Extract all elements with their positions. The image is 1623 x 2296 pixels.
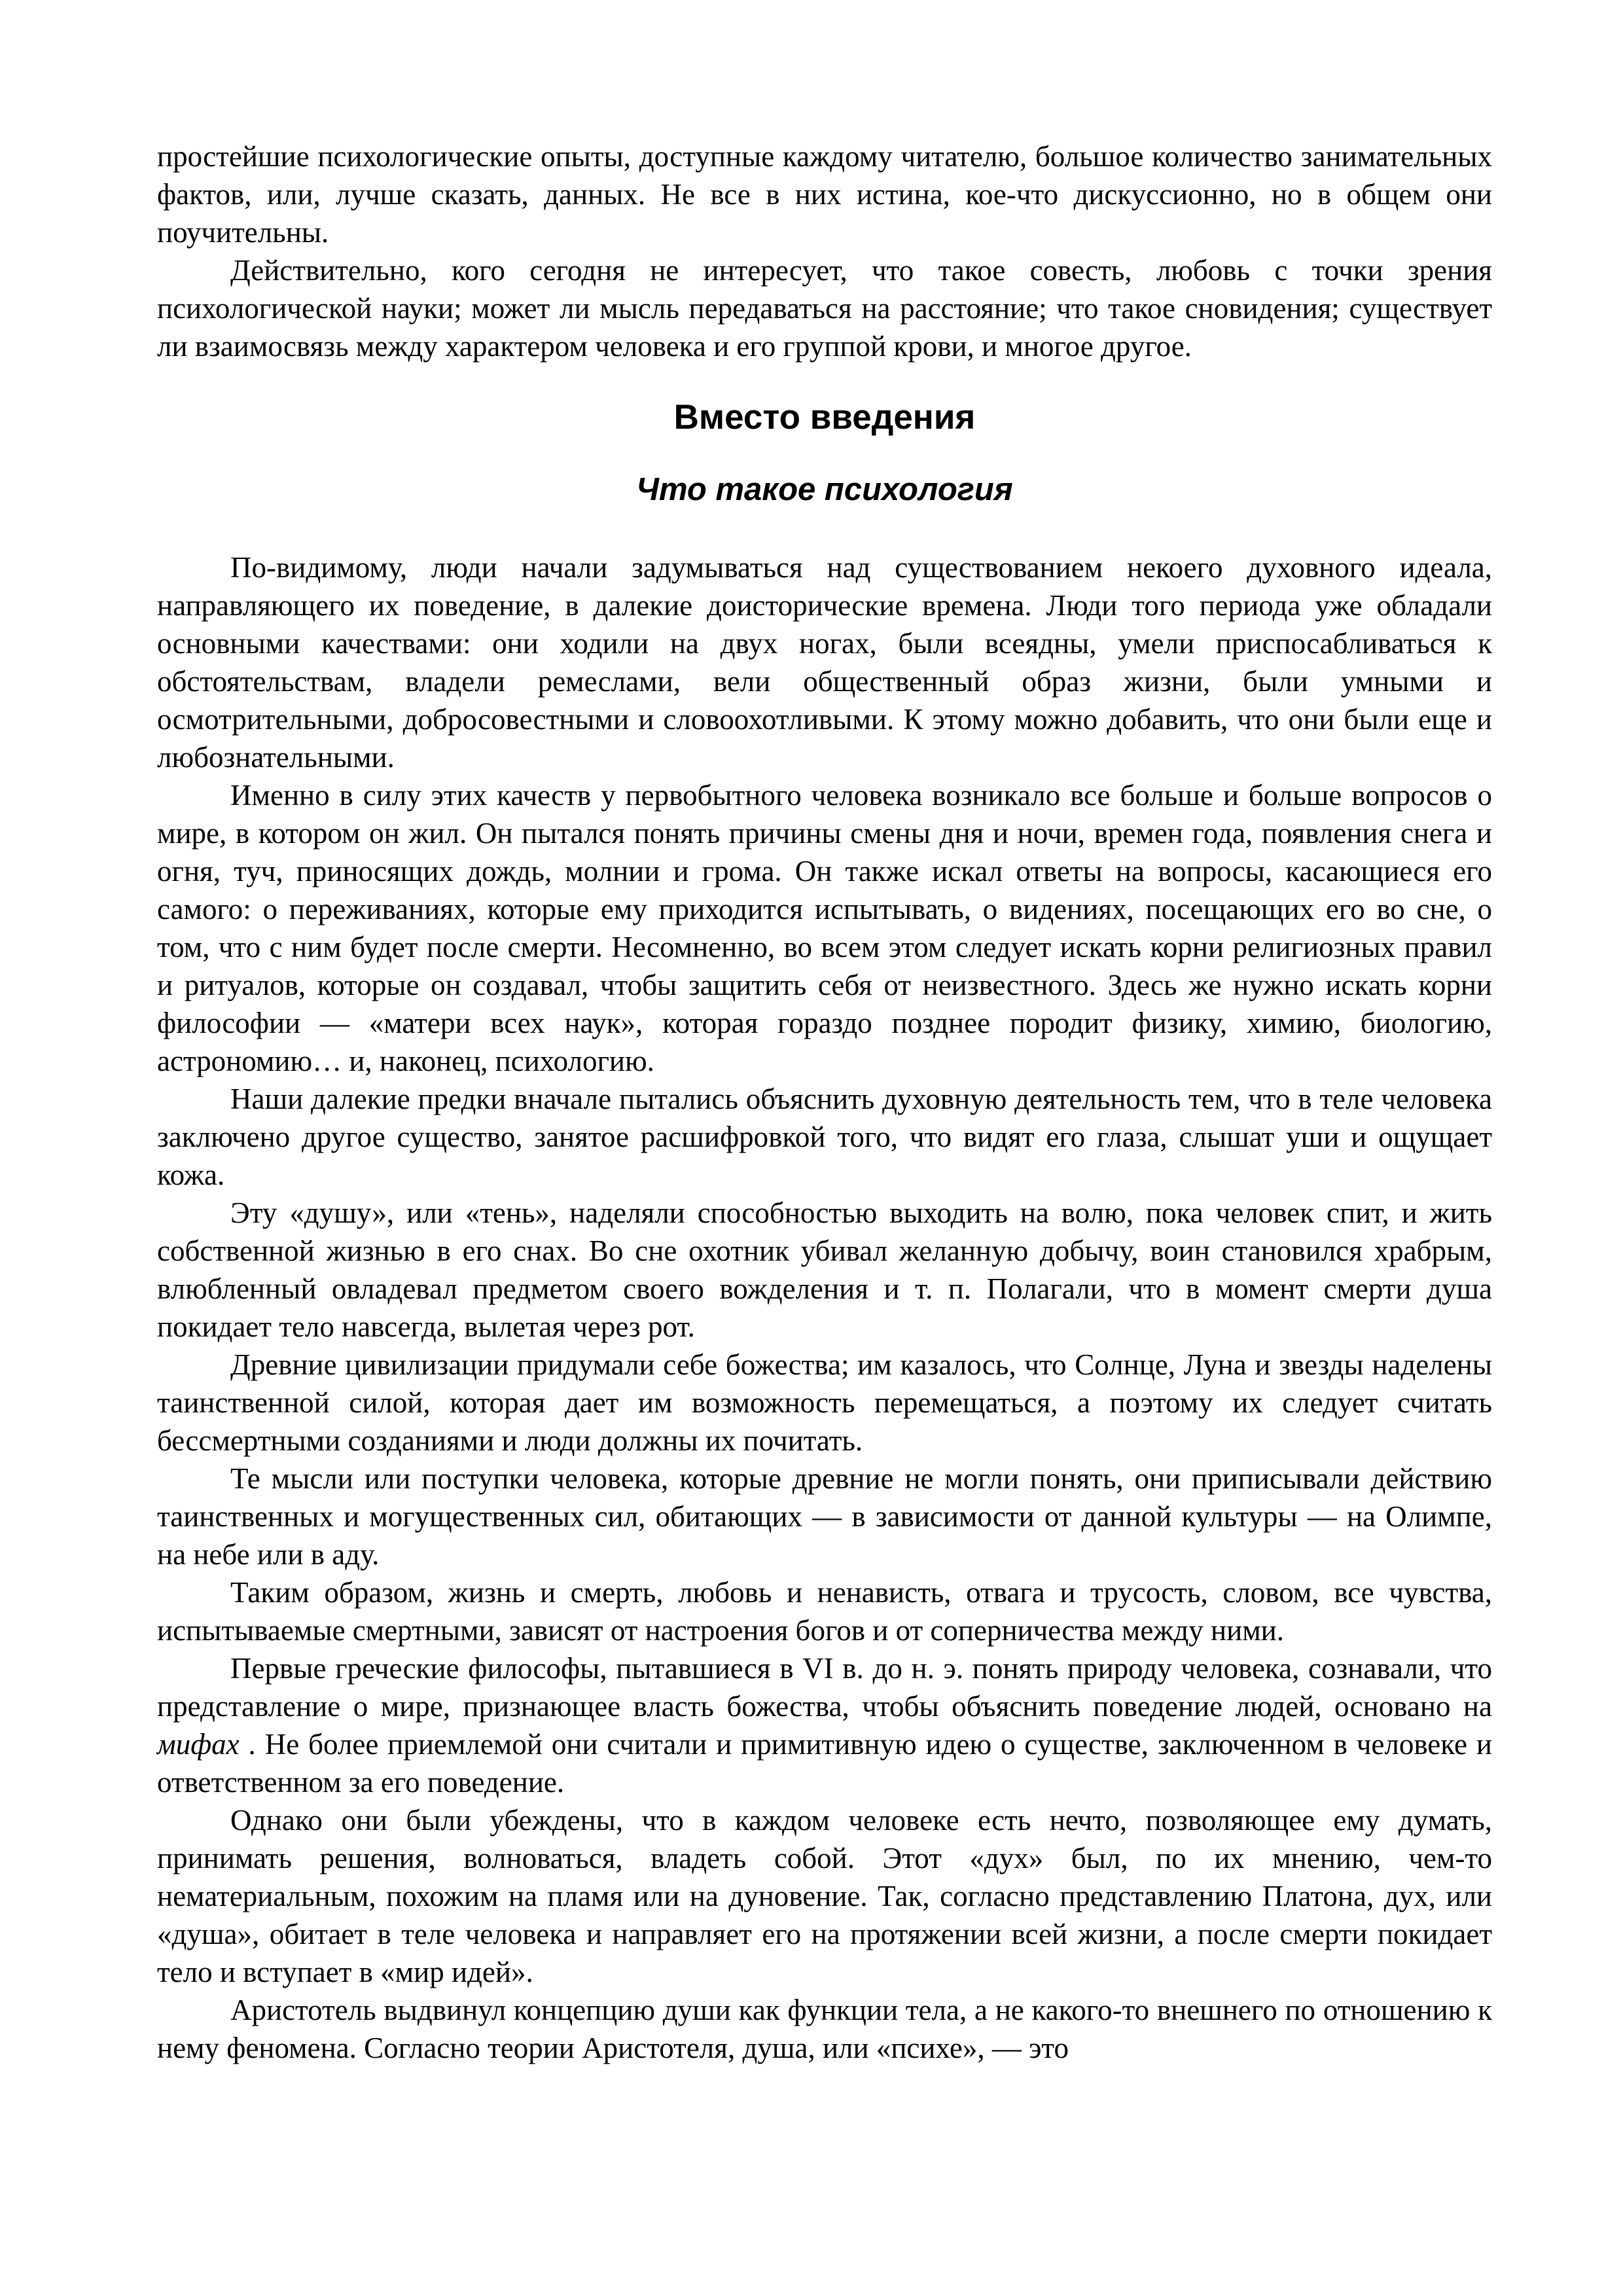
- paragraph: Древние цивилизации придумали себе божества; им казалось, что Солнце, Луна и звезды наделены таинственной силой, которая дает им возможность перемещаться, а поэтому их следует считать бессмертными созданиями и люди должны их почитать.: [157, 1348, 1492, 1457]
- emphasis-myths: мифах: [157, 1728, 240, 1761]
- paragraph: Эту «душу», или «тень», наделяли способностью выходить на волю, пока человек спит, и жить собственной жизнью в его снах. Во сне охотник убивал желанную добычу, воин становился храбрым, влюбленный овладевал предметом своего вожделения и т. п. Полагали, что в момент смерти душа покидает тело навсегда, вылетая через рот.: [157, 1196, 1492, 1343]
- document-page: [157, 137, 1492, 2067]
- paragraph-last: Аристотель выдвинул концепцию души как функции тела, а не какого-то внешнего по отношению к нему феномена. Согласно теории Аристотеля, душа, или «психе», — это: [157, 1994, 1492, 2064]
- paragraph: Именно в силу этих качеств у первобытного человека возникало все больше и больше вопросов о мире, в котором он жил. Он пытался понять причины смены дня и ночи, времен года, появления снега и огня, туч, приносящих дождь, молнии и грома. Он также искал ответы на вопросы, касающиеся его самого: о переживаниях, которые ему приходится испытывать, о видениях, посещающих его во сне, о том, что с ним будет после смерти. Несомненно, во всем этом следует искать корни религиозных правил и ритуалов, которые он создавал, чтобы защитить себя от неизвестного. Здесь же нужно искать корни философии — «матери всех наук», которая гораздо позднее породит физику, химию, биологию, астрономию… и, наконец, психологию.: [157, 779, 1492, 1077]
- paragraph-continued: простейшие психологические опыты, доступные каждому читателю, большое количество занимательных фактов, или, лучше сказать, данных. Не все в них истина, кое-что дискуссионно, но в общем они поучительны.: [157, 140, 1492, 249]
- section-title: Вместо введения: [673, 398, 976, 437]
- paragraph-myths-before: Первые греческие философы, пытавшиеся в VI в. до н. э. понять природу человека, сознавали, что представление о мире, признающее власть божества, чтобы объяснить поведение людей, основано на: [157, 1652, 1492, 1723]
- paragraph-myths-after: . Не более приемлемой они считали и примитивную идею о существе, заключенном в человеке и ответственном за его поведение.: [157, 1728, 1492, 1799]
- paragraph: Однако они были убеждены, что в каждом человеке есть нечто, позволяющее ему думать, принимать решения, волноваться, владеть собой. Этот «дух» был, по их мнению, чем-то нематериальным, похожим на пламя или на дуновение. Так, согласно представлению Платона, дух, или «душа», обитает в теле человека и направляет его на протяжении всей жизни, а после смерти покидает тело и вступает в «мир идей».: [157, 1804, 1492, 1988]
- paragraph-myths: [157, 1649, 1492, 1801]
- paragraph: Наши далекие предки вначале пытались объяснить духовную деятельность тем, что в теле человека заключено другое существо, занятое расшифровкой того, что видят его глаза, слышат уши и ощущает кожа.: [157, 1083, 1492, 1191]
- paragraph-intro: Действительно, кого сегодня не интересует, что такое совесть, любовь с точки зрения психологической науки; может ли мысль передаваться на расстояние; что такое сновидения; существует ли взаимосвязь между характером человека и его группой крови, и многое другое.: [157, 254, 1492, 363]
- paragraph: Те мысли или поступки человека, которые древние не могли понять, они приписывали действию таинственных и могущественных сил, обитающих — в зависимости от данной культуры — на Олимпе, на небе или в аду.: [157, 1462, 1492, 1571]
- paragraph: По-видимому, люди начали задумываться над существованием некоего духовного идеала, направляющего их поведение, в далекие доисторические времена. Люди того периода уже обладали основными качествами: они ходили на двух ногах, были всеядны, умели приспосабливаться к обстоятельствам, владели ремеслами, вели общественный образ жизни, были умными и осмотрительными, добросовестными и словоохотливыми. К этому можно добавить, что они были еще и любознательными.: [157, 551, 1492, 774]
- paragraph: Таким образом, жизнь и смерть, любовь и ненависть, отвага и трусость, словом, все чувства, испытываемые смертными, зависят от настроения богов и от соперничества между ними.: [157, 1576, 1492, 1647]
- section-subtitle: Что такое психология: [636, 472, 1013, 507]
